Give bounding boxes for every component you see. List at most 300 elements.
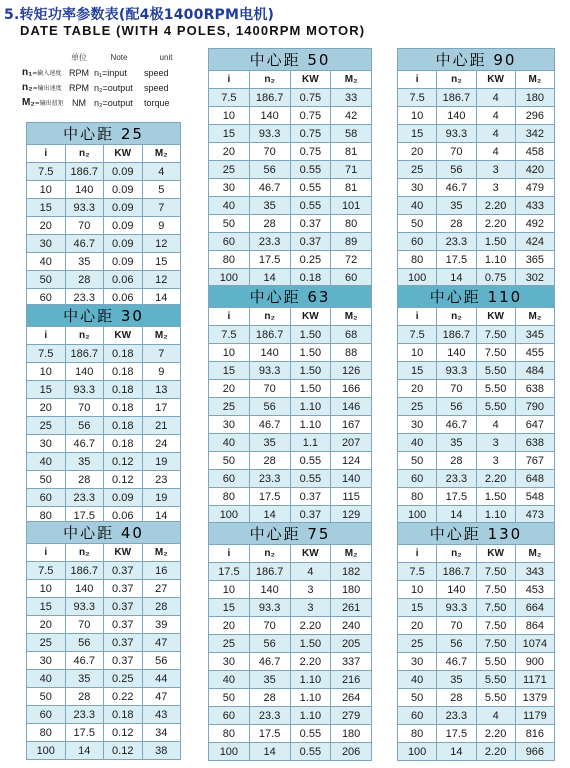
table-cell: 140 bbox=[331, 470, 372, 488]
table-row bbox=[398, 416, 555, 434]
table-cell: 40 bbox=[209, 434, 250, 452]
table-cell: 81 bbox=[331, 179, 372, 197]
table-cell: 80 bbox=[209, 725, 250, 743]
table-cell: 15 bbox=[142, 253, 181, 271]
table-cell: 93.3 bbox=[65, 598, 104, 616]
table-cell: 0.09 bbox=[104, 181, 143, 199]
table-row bbox=[27, 253, 181, 271]
spec-table-30 bbox=[26, 304, 181, 525]
table-cell: 1.10 bbox=[290, 416, 331, 434]
table-cell: 0.18 bbox=[104, 345, 143, 363]
table-cell: 35 bbox=[437, 197, 476, 215]
table-cell: 17.5 bbox=[249, 488, 290, 506]
table-cell: 458 bbox=[515, 143, 554, 161]
table-cell: 20 bbox=[27, 217, 66, 235]
table-cell: 25 bbox=[27, 634, 66, 652]
table-cell: 20 bbox=[398, 143, 437, 161]
table-cell: 80 bbox=[331, 215, 372, 233]
table-row bbox=[27, 345, 181, 363]
table-cell: 7.50 bbox=[476, 635, 515, 653]
table-row bbox=[398, 107, 555, 125]
legend-desc: =输出扭矩 bbox=[34, 100, 64, 107]
table-cell: 33 bbox=[331, 89, 372, 107]
table-cell: 28 bbox=[249, 689, 290, 707]
table-cell: 20 bbox=[209, 617, 250, 635]
table-cell: 30 bbox=[398, 653, 437, 671]
table-cell: 3 bbox=[476, 179, 515, 197]
table-row bbox=[398, 452, 555, 470]
table-cell: 93.3 bbox=[437, 125, 476, 143]
table-cell: 20 bbox=[209, 380, 250, 398]
table-cell: 302 bbox=[515, 269, 554, 287]
table-cell: 42 bbox=[331, 107, 372, 125]
table-row bbox=[209, 506, 372, 524]
table-row bbox=[27, 724, 181, 742]
table-cell: 24 bbox=[142, 435, 181, 453]
table-cell: 56 bbox=[65, 634, 104, 652]
column-header: n₂ bbox=[437, 71, 476, 89]
table-cell: 1.50 bbox=[290, 326, 331, 344]
column-header: M₂ bbox=[331, 71, 372, 89]
table-cell: 70 bbox=[437, 617, 476, 635]
table-cell: 25 bbox=[27, 417, 66, 435]
table-row bbox=[398, 488, 555, 506]
table-row bbox=[398, 725, 555, 743]
table-cell: 46.7 bbox=[65, 435, 104, 453]
table-cell: 4 bbox=[142, 163, 181, 181]
table-row bbox=[398, 563, 555, 581]
table-cell: 56 bbox=[142, 652, 181, 670]
table-cell: 100 bbox=[27, 742, 66, 760]
column-header: KW bbox=[476, 308, 515, 326]
table-cell: 0.37 bbox=[290, 233, 331, 251]
spec-table-50 bbox=[208, 48, 372, 287]
table-row bbox=[398, 215, 555, 233]
column-header: KW bbox=[476, 545, 515, 563]
table-row bbox=[209, 599, 372, 617]
table-cell: 0.18 bbox=[104, 435, 143, 453]
table-row bbox=[209, 251, 372, 269]
table-cell: 0.37 bbox=[290, 488, 331, 506]
table-cell: 35 bbox=[249, 434, 290, 452]
table-cell: 80 bbox=[209, 488, 250, 506]
table-row bbox=[209, 161, 372, 179]
table-cell: 60 bbox=[27, 289, 66, 307]
table-cell: 20 bbox=[398, 617, 437, 635]
table-row bbox=[398, 635, 555, 653]
table-row bbox=[209, 344, 372, 362]
table-cell: 186.7 bbox=[249, 326, 290, 344]
table-cell: 10 bbox=[398, 581, 437, 599]
table-cell: 0.55 bbox=[290, 161, 331, 179]
table-row bbox=[209, 563, 372, 581]
table-cell: 15 bbox=[398, 599, 437, 617]
table-row bbox=[209, 269, 372, 287]
table-cell: 648 bbox=[515, 470, 554, 488]
table-cell: 50 bbox=[209, 452, 250, 470]
table-row bbox=[27, 435, 181, 453]
table-cell: 0.55 bbox=[290, 197, 331, 215]
column-header: M₂ bbox=[515, 71, 554, 89]
table-cell: 279 bbox=[331, 707, 372, 725]
table-cell: 30 bbox=[398, 179, 437, 197]
table-cell: 0.37 bbox=[290, 506, 331, 524]
table-cell: 50 bbox=[27, 271, 66, 289]
table-title-row bbox=[27, 522, 181, 544]
table-cell: 14 bbox=[249, 743, 290, 761]
table-cell: 15 bbox=[398, 125, 437, 143]
table-cell: 50 bbox=[27, 688, 66, 706]
table-cell: 60 bbox=[331, 269, 372, 287]
legend-header-note: Note bbox=[110, 53, 128, 62]
legend-unit: RPM bbox=[69, 67, 89, 78]
table-cell: 44 bbox=[142, 670, 181, 688]
table-cell: 0.09 bbox=[104, 163, 143, 181]
table-cell: 264 bbox=[331, 689, 372, 707]
table-row bbox=[209, 707, 372, 725]
table-cell: 19 bbox=[142, 489, 181, 507]
table-cell: 50 bbox=[398, 689, 437, 707]
table-row bbox=[398, 251, 555, 269]
legend-row bbox=[22, 80, 188, 95]
column-header: n₂ bbox=[65, 145, 104, 163]
table-cell: 0.37 bbox=[104, 634, 143, 652]
table-row bbox=[209, 107, 372, 125]
table-cell: 14 bbox=[249, 506, 290, 524]
table-cell: 93.3 bbox=[65, 381, 104, 399]
table-cell: 46.7 bbox=[249, 179, 290, 197]
table-row bbox=[209, 635, 372, 653]
table-cell: 0.75 bbox=[290, 125, 331, 143]
table-row bbox=[209, 617, 372, 635]
table-cell: 28 bbox=[65, 471, 104, 489]
table-cell: 35 bbox=[437, 671, 476, 689]
table-row bbox=[398, 161, 555, 179]
table-row bbox=[398, 689, 555, 707]
table-cell: 43 bbox=[142, 706, 181, 724]
table-cell: 47 bbox=[142, 688, 181, 706]
table-row bbox=[209, 671, 372, 689]
table-cell: 23.3 bbox=[437, 470, 476, 488]
table-cell: 46.7 bbox=[437, 653, 476, 671]
table-cell: 216 bbox=[331, 671, 372, 689]
legend-symbol: n₁ bbox=[22, 67, 33, 78]
table-cell: 638 bbox=[515, 434, 554, 452]
table-cell: 70 bbox=[65, 616, 104, 634]
column-header: M₂ bbox=[515, 545, 554, 563]
table-cell: 0.75 bbox=[290, 143, 331, 161]
table-row bbox=[398, 326, 555, 344]
table-cell: 2.20 bbox=[476, 197, 515, 215]
table-cell: 647 bbox=[515, 416, 554, 434]
table-cell: 17.5 bbox=[437, 251, 476, 269]
table-cell: 182 bbox=[331, 563, 372, 581]
table-cell: 7.50 bbox=[476, 599, 515, 617]
column-header: i bbox=[27, 145, 66, 163]
table-cell: 20 bbox=[27, 399, 66, 417]
table-cell: 767 bbox=[515, 452, 554, 470]
table-cell: 30 bbox=[27, 235, 66, 253]
table-cell: 0.22 bbox=[104, 688, 143, 706]
table-title: 中心距 30 bbox=[27, 305, 181, 327]
table-row bbox=[209, 452, 372, 470]
table-cell: 93.3 bbox=[437, 362, 476, 380]
table-cell: 10 bbox=[209, 581, 250, 599]
table-cell: 342 bbox=[515, 125, 554, 143]
column-header: KW bbox=[104, 145, 143, 163]
table-cell: 28 bbox=[65, 688, 104, 706]
table-title: 中心距 63 bbox=[209, 286, 372, 308]
table-cell: 0.09 bbox=[104, 217, 143, 235]
table-cell: 9 bbox=[142, 363, 181, 381]
table-cell: 40 bbox=[27, 253, 66, 271]
table-cell: 60 bbox=[209, 470, 250, 488]
table-cell: 638 bbox=[515, 380, 554, 398]
legend-en: torque bbox=[144, 97, 170, 108]
table-cell: 14 bbox=[142, 507, 181, 525]
table-cell: 56 bbox=[249, 161, 290, 179]
table-row bbox=[398, 470, 555, 488]
table-cell: 5.50 bbox=[476, 362, 515, 380]
table-cell: 10 bbox=[27, 181, 66, 199]
table-row bbox=[27, 670, 181, 688]
table-cell: 1.50 bbox=[290, 635, 331, 653]
table-cell: 2.20 bbox=[290, 653, 331, 671]
table-cell: 186.7 bbox=[65, 163, 104, 181]
table-cell: 140 bbox=[249, 581, 290, 599]
table-title: 中心距 90 bbox=[398, 49, 555, 71]
table-row bbox=[209, 653, 372, 671]
table-cell: 3 bbox=[476, 452, 515, 470]
table-cell: 30 bbox=[209, 416, 250, 434]
table-cell: 4 bbox=[476, 107, 515, 125]
table-cell: 4 bbox=[476, 125, 515, 143]
table-cell: 0.12 bbox=[104, 724, 143, 742]
table-cell: 56 bbox=[437, 398, 476, 416]
table-cell: 23.3 bbox=[65, 706, 104, 724]
table-cell: 13 bbox=[142, 381, 181, 399]
table-row bbox=[398, 398, 555, 416]
table-cell: 35 bbox=[65, 453, 104, 471]
column-header: M₂ bbox=[142, 544, 181, 562]
table-cell: 10 bbox=[209, 344, 250, 362]
spec-table-40 bbox=[26, 521, 181, 760]
table-cell: 46.7 bbox=[437, 416, 476, 434]
table-cell: 3 bbox=[290, 599, 331, 617]
table-cell: 0.06 bbox=[104, 271, 143, 289]
table-cell: 80 bbox=[209, 251, 250, 269]
spec-table-63 bbox=[208, 285, 372, 524]
column-header: i bbox=[398, 71, 437, 89]
table-row bbox=[209, 725, 372, 743]
table-cell: 20 bbox=[27, 616, 66, 634]
table-row bbox=[27, 163, 181, 181]
table-cell: 7.5 bbox=[27, 562, 66, 580]
table-cell: 100 bbox=[398, 743, 437, 761]
table-cell: 0.18 bbox=[290, 269, 331, 287]
table-cell: 25 bbox=[398, 398, 437, 416]
table-row bbox=[209, 743, 372, 761]
table-cell: 93.3 bbox=[437, 599, 476, 617]
table-cell: 186.7 bbox=[65, 562, 104, 580]
table-cell: 0.55 bbox=[290, 725, 331, 743]
table-cell: 140 bbox=[249, 107, 290, 125]
table-cell: 0.37 bbox=[104, 598, 143, 616]
table-cell: 2.20 bbox=[476, 470, 515, 488]
table-cell: 15 bbox=[27, 598, 66, 616]
table-cell: 126 bbox=[331, 362, 372, 380]
table-title: 中心距 130 bbox=[398, 523, 555, 545]
table-row bbox=[398, 671, 555, 689]
table-cell: 186.7 bbox=[249, 563, 290, 581]
table-cell: 35 bbox=[65, 670, 104, 688]
table-cell: 60 bbox=[27, 489, 66, 507]
table-cell: 0.12 bbox=[104, 471, 143, 489]
table-cell: 7.5 bbox=[398, 326, 437, 344]
table-row bbox=[398, 617, 555, 635]
legend-header-row bbox=[22, 50, 188, 65]
table-cell: 9 bbox=[142, 217, 181, 235]
table-cell: 100 bbox=[209, 269, 250, 287]
table-cell: 864 bbox=[515, 617, 554, 635]
table-cell: 27 bbox=[142, 580, 181, 598]
table-row bbox=[398, 179, 555, 197]
table-cell: 35 bbox=[249, 197, 290, 215]
table-cell: 1.50 bbox=[290, 362, 331, 380]
table-cell: 205 bbox=[331, 635, 372, 653]
table-cell: 0.55 bbox=[290, 179, 331, 197]
table-cell: 7.5 bbox=[209, 326, 250, 344]
table-cell: 25 bbox=[398, 635, 437, 653]
table-title: 中心距 40 bbox=[27, 522, 181, 544]
table-cell: 88 bbox=[331, 344, 372, 362]
table-cell: 50 bbox=[398, 215, 437, 233]
legend-header-unit: unit bbox=[159, 53, 173, 62]
table-cell: 2.20 bbox=[476, 215, 515, 233]
table-cell: 70 bbox=[249, 380, 290, 398]
table-row bbox=[27, 181, 181, 199]
table-cell: 0.18 bbox=[104, 381, 143, 399]
table-cell: 5 bbox=[142, 181, 181, 199]
legend-row bbox=[22, 65, 188, 80]
table-row bbox=[398, 125, 555, 143]
table-cell: 70 bbox=[249, 617, 290, 635]
table-row bbox=[27, 399, 181, 417]
table-cell: 7.5 bbox=[27, 163, 66, 181]
table-row bbox=[398, 506, 555, 524]
page-subtitle: DATE TABLE (WITH 4 POLES, 1400RPM MOTOR) bbox=[20, 23, 366, 38]
table-cell: 23.3 bbox=[249, 470, 290, 488]
table-cell: 19 bbox=[142, 453, 181, 471]
table-cell: 473 bbox=[515, 506, 554, 524]
table-header-row bbox=[209, 545, 372, 563]
column-header: KW bbox=[476, 71, 515, 89]
legend-en: speed bbox=[144, 82, 169, 93]
table-cell: 80 bbox=[398, 488, 437, 506]
table-cell: 16 bbox=[142, 562, 181, 580]
table-cell: 207 bbox=[331, 434, 372, 452]
table-cell: 0.37 bbox=[104, 652, 143, 670]
table-cell: 80 bbox=[398, 251, 437, 269]
table-row bbox=[209, 362, 372, 380]
table-row bbox=[209, 380, 372, 398]
spec-table-130 bbox=[397, 522, 555, 761]
table-cell: 146 bbox=[331, 398, 372, 416]
table-cell: 186.7 bbox=[249, 89, 290, 107]
table-cell: 1074 bbox=[515, 635, 554, 653]
table-title: 中心距 50 bbox=[209, 49, 372, 71]
table-cell: 28 bbox=[437, 215, 476, 233]
column-header: KW bbox=[290, 545, 331, 563]
table-row bbox=[398, 380, 555, 398]
table-row bbox=[27, 616, 181, 634]
table-cell: 0.25 bbox=[104, 670, 143, 688]
table-row bbox=[27, 562, 181, 580]
table-cell: 68 bbox=[331, 326, 372, 344]
table-cell: 0.55 bbox=[290, 743, 331, 761]
table-cell: 46.7 bbox=[65, 235, 104, 253]
table-header-row bbox=[209, 308, 372, 326]
table-cell: 1.10 bbox=[290, 707, 331, 725]
table-cell: 56 bbox=[249, 398, 290, 416]
table-cell: 240 bbox=[331, 617, 372, 635]
spec-table-90 bbox=[397, 48, 555, 287]
table-cell: 186.7 bbox=[437, 326, 476, 344]
legend-table bbox=[22, 50, 188, 110]
table-row bbox=[209, 179, 372, 197]
table-cell: 56 bbox=[437, 161, 476, 179]
column-header: n₂ bbox=[437, 545, 476, 563]
column-header: M₂ bbox=[142, 145, 181, 163]
table-cell: 40 bbox=[398, 197, 437, 215]
table-row bbox=[398, 653, 555, 671]
table-cell: 0.37 bbox=[104, 562, 143, 580]
legend-symbol: n₂ bbox=[22, 82, 33, 93]
table-row bbox=[27, 235, 181, 253]
table-title-row bbox=[209, 49, 372, 71]
table-title: 中心距 75 bbox=[209, 523, 372, 545]
legend-row bbox=[22, 95, 188, 110]
table-cell: 7 bbox=[142, 199, 181, 217]
table-cell: 7.5 bbox=[209, 89, 250, 107]
table-cell: 1.50 bbox=[476, 488, 515, 506]
table-cell: 1.10 bbox=[476, 251, 515, 269]
table-row bbox=[209, 581, 372, 599]
table-header-row bbox=[398, 545, 555, 563]
table-cell: 166 bbox=[331, 380, 372, 398]
table-cell: 7.5 bbox=[398, 89, 437, 107]
table-row bbox=[27, 706, 181, 724]
table-cell: 14 bbox=[437, 506, 476, 524]
legend-en: speed bbox=[144, 67, 169, 78]
table-cell: 81 bbox=[331, 143, 372, 161]
table-cell: 14 bbox=[65, 742, 104, 760]
table-cell: 7.50 bbox=[476, 326, 515, 344]
table-row bbox=[27, 598, 181, 616]
table-row bbox=[398, 89, 555, 107]
table-cell: 0.75 bbox=[290, 107, 331, 125]
table-cell: 39 bbox=[142, 616, 181, 634]
table-cell: 296 bbox=[515, 107, 554, 125]
table-cell: 60 bbox=[398, 233, 437, 251]
table-cell: 17.5 bbox=[249, 251, 290, 269]
table-row bbox=[27, 217, 181, 235]
table-cell: 14 bbox=[437, 743, 476, 761]
column-header: M₂ bbox=[515, 308, 554, 326]
table-cell: 1.1 bbox=[290, 434, 331, 452]
table-cell: 2.20 bbox=[476, 725, 515, 743]
table-cell: 2.20 bbox=[476, 743, 515, 761]
